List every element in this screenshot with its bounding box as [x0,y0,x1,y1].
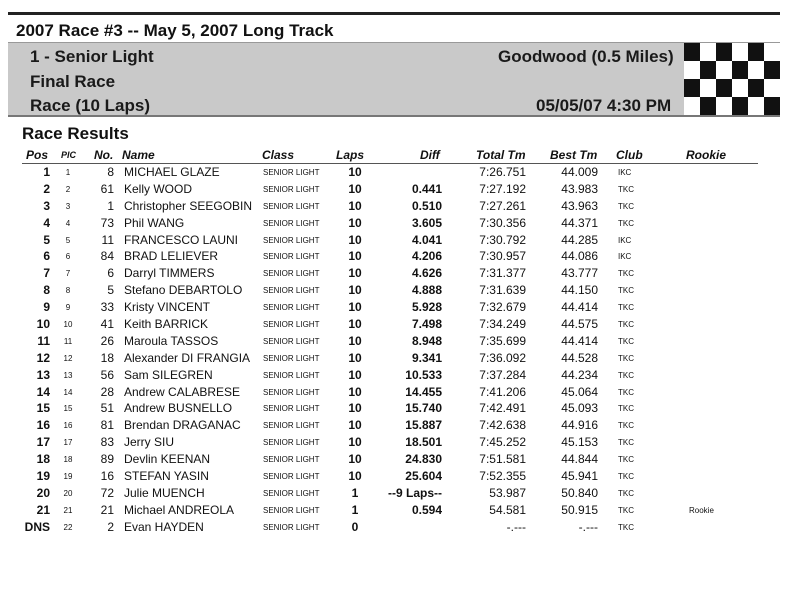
cell-position: 16 [36,418,50,433]
cell-diff: 0.594 [411,502,442,517]
cell-pic: 13 [63,370,73,380]
cell-car-number: 81 [100,418,114,433]
cell-diff: 0.510 [411,198,442,213]
cell-pic: 3 [65,201,71,211]
column-header-club: Club [616,148,643,162]
cell-best-time: 44.414 [561,333,598,348]
cell-laps: 10 [348,469,362,484]
cell-laps: 10 [348,367,362,382]
cell-class: SENIOR LIGHT [263,522,320,532]
results-table [0,163,800,535]
cell-club: TKC [618,522,634,532]
cell-driver-name: Sam SILEGREN [124,367,213,382]
cell-diff: 4.626 [411,266,442,281]
cell-driver-name: Michael ANDREOLA [124,502,235,517]
column-header-laps: Laps [336,148,365,162]
cell-pic: 22 [63,522,73,532]
table-row [0,349,800,366]
cell-car-number: 18 [100,350,114,365]
cell-class: SENIOR LIGHT [263,218,320,228]
cell-diff: 8.948 [411,333,442,348]
cell-car-number: 72 [100,485,114,500]
cell-class: SENIOR LIGHT [263,252,320,262]
cell-car-number: 51 [100,401,114,416]
cell-best-time: 44.150 [561,283,598,298]
cell-car-number: 84 [100,249,114,264]
cell-position: 8 [43,283,50,298]
cell-total-time: 7:45.252 [479,435,526,450]
cell-class: SENIOR LIGHT [263,505,320,515]
cell-laps: 1 [351,502,359,517]
cell-position: 6 [43,249,50,264]
cell-diff: 18.501 [405,435,442,450]
cell-car-number: 21 [100,502,114,517]
cell-car-number: 83 [100,435,114,450]
cell-driver-name: Julie MUENCH [124,485,205,500]
cell-pic: 11 [63,336,73,346]
cell-diff: 4.041 [411,232,442,247]
cell-class: SENIOR LIGHT [263,184,320,194]
cell-club: TKC [618,472,634,482]
cell-laps: 10 [348,266,362,281]
table-row [0,247,800,264]
cell-best-time: 50.915 [561,502,598,517]
cell-diff: 14.455 [405,384,442,399]
cell-club: TKC [618,184,634,194]
cell-diff: 15.887 [405,418,442,433]
cell-club: TKC [618,303,634,313]
cell-rookie: Rookie [689,505,714,515]
cell-car-number: 28 [100,384,114,399]
cell-total-time: 7:37.284 [479,367,526,382]
cell-car-number: 2 [107,519,114,534]
cell-pic: 10 [63,320,73,330]
cell-car-number: 41 [100,317,114,332]
cell-diff: 7.498 [411,317,442,332]
cell-club: TKC [618,387,634,397]
cell-laps: 10 [348,435,362,450]
cell-diff: 25.604 [405,469,442,484]
cell-diff: 5.928 [411,300,442,315]
cell-total-time: 7:34.249 [479,317,526,332]
cell-position: 14 [36,384,50,399]
cell-pic: 15 [63,404,73,414]
cell-pic: 21 [63,505,73,515]
cell-class: SENIOR LIGHT [263,404,320,414]
cell-car-number: 73 [100,215,114,230]
cell-pic: 4 [65,218,71,228]
cell-car-number: 6 [107,266,114,281]
cell-club: TKC [618,505,634,515]
cell-total-time: 7:32.679 [479,300,526,315]
cell-laps: 1 [351,485,359,500]
cell-best-time: 45.153 [561,435,598,450]
cell-driver-name: Andrew CALABRESE [124,384,241,399]
cell-laps: 10 [348,350,362,365]
cell-total-time: 7:26.751 [479,165,526,179]
cell-car-number: 33 [100,300,114,315]
cell-best-time: 44.528 [561,350,598,365]
cell-total-time: -.--- [506,519,526,534]
table-row [0,366,800,383]
cell-driver-name: Stefano DEBARTOLO [124,283,243,298]
cell-class: SENIOR LIGHT [263,455,320,465]
cell-car-number: 8 [107,165,114,179]
cell-class: SENIOR LIGHT [263,336,320,346]
cell-diff: 4.888 [411,283,442,298]
cell-driver-name: Andrew BUSNELLO [124,401,233,416]
table-row [0,467,800,484]
cell-car-number: 26 [100,333,114,348]
cell-class: SENIOR LIGHT [263,269,320,279]
cell-position: 7 [43,266,50,281]
cell-driver-name: Christopher SEEGOBIN [124,198,252,213]
cell-position: 11 [37,333,50,348]
cell-laps: 10 [348,333,362,348]
cell-car-number: 1 [107,198,114,213]
cell-driver-name: Jerry SIU [124,435,175,450]
cell-car-number: 11 [101,232,114,247]
cell-club: TKC [618,269,634,279]
cell-driver-name: Darryl TIMMERS [124,266,215,281]
cell-club: TKC [618,488,634,498]
title-bar [8,12,780,44]
cell-diff: --9 Laps-- [388,485,442,500]
column-header-best-time: Best Tm [550,148,598,162]
cell-driver-name: Maroula TASSOS [124,333,219,348]
cell-car-number: 61 [100,181,114,196]
cell-total-time: 7:41.206 [479,384,526,399]
cell-best-time: 50.840 [561,485,598,500]
document-title: 2007 Race #3 -- May 5, 2007 Long Track [16,21,334,40]
table-row [0,433,800,450]
cell-best-time: 45.941 [561,469,598,484]
cell-laps: 10 [348,232,362,247]
cell-total-time: 7:42.491 [479,401,526,416]
cell-diff: 4.206 [411,249,442,264]
race-header-band [8,42,780,117]
cell-total-time: 7:30.792 [479,232,526,247]
cell-laps: 10 [348,401,362,416]
cell-club: TKC [618,286,634,296]
column-header-diff: Diff [420,148,440,162]
cell-club: TKC [618,455,634,465]
cell-laps: 10 [348,384,362,399]
cell-club: TKC [618,336,634,346]
cell-position: 1 [43,165,50,179]
cell-laps: 10 [348,249,362,264]
cell-pic: 5 [65,235,71,245]
cell-class: SENIOR LIGHT [263,353,320,363]
cell-club: TKC [618,404,634,414]
cell-club: TKC [618,421,634,431]
cell-diff: 0.441 [411,181,442,196]
cell-diff: 9.341 [411,350,442,365]
cell-total-time: 7:35.699 [479,333,526,348]
cell-club: TKC [618,353,634,363]
race-type: Final Race [30,72,116,91]
column-header-class: Class [262,148,295,162]
column-header-total-time: Total Tm [476,148,526,162]
cell-laps: 10 [348,452,362,467]
cell-pic: 7 [65,269,71,279]
cell-best-time: 44.414 [561,300,598,315]
cell-laps: 10 [348,418,362,433]
cell-best-time: 44.371 [561,215,598,230]
cell-laps: 10 [348,215,362,230]
cell-class: SENIOR LIGHT [263,370,320,380]
cell-position: DNS [24,519,50,534]
cell-diff: 15.740 [405,401,442,416]
cell-pic: 8 [65,286,71,296]
cell-total-time: 54.581 [489,502,526,517]
column-header-pic: PIC [61,150,77,160]
cell-class: SENIOR LIGHT [263,235,320,245]
cell-position: 21 [36,502,50,517]
cell-class: SENIOR LIGHT [263,286,320,296]
table-row [0,231,800,248]
cell-best-time: 43.983 [561,181,598,196]
cell-laps: 10 [348,181,362,196]
table-row [0,264,800,281]
cell-total-time: 7:52.355 [479,469,526,484]
cell-driver-name: FRANCESCO LAUNI [124,232,239,247]
cell-pic: 14 [63,387,73,397]
table-row [0,180,800,197]
column-header-name: Name [122,148,155,162]
table-row [0,383,800,400]
cell-club: TKC [618,438,634,448]
cell-car-number: 89 [100,452,114,467]
cell-total-time: 7:30.957 [479,249,526,264]
cell-total-time: 7:27.261 [479,198,526,213]
cell-driver-name: Keith BARRICK [124,317,209,332]
cell-total-time: 7:42.638 [479,418,526,433]
cell-driver-name: Kelly WOOD [124,181,193,196]
cell-diff: 24.830 [405,452,442,467]
cell-club: TKC [618,218,634,228]
cell-total-time: 7:31.377 [479,266,526,281]
cell-car-number: 16 [100,469,114,484]
cell-pic: 2 [65,184,71,194]
cell-position: 10 [36,317,50,332]
cell-best-time: 44.575 [561,317,598,332]
class-line: 1 - Senior Light [30,47,154,66]
table-row [0,281,800,298]
cell-total-time: 7:30.356 [479,215,526,230]
cell-car-number: 5 [107,283,114,298]
cell-club: TKC [618,370,634,380]
cell-driver-name: Kristy VINCENT [124,300,211,315]
cell-laps: 10 [348,165,362,179]
table-row [0,518,800,535]
table-row [0,484,800,501]
cell-position: 2 [43,181,50,196]
table-row [0,416,800,433]
cell-club: IKC [618,235,632,245]
cell-position: 5 [43,232,50,247]
cell-club: IKC [618,168,632,177]
cell-position: 3 [43,198,50,213]
cell-best-time: 44.285 [561,232,598,247]
cell-total-time: 7:51.581 [479,452,526,467]
cell-best-time: 43.963 [561,198,598,213]
cell-position: 18 [36,452,50,467]
cell-laps: 10 [348,283,362,298]
table-row [0,298,800,315]
cell-club: IKC [618,252,632,262]
cell-best-time: 44.844 [561,452,598,467]
cell-total-time: 7:31.639 [479,283,526,298]
cell-position: 4 [43,215,50,230]
cell-laps: 10 [348,317,362,332]
cell-driver-name: BRAD LELIEVER [124,249,219,264]
table-row [0,450,800,467]
cell-class: SENIOR LIGHT [263,168,320,177]
column-header-rookie: Rookie [686,148,727,162]
cell-position: 13 [36,367,50,382]
cell-laps: 0 [351,519,359,534]
cell-best-time: 44.916 [561,418,598,433]
checkered-flag-icon [684,43,780,115]
cell-club: TKC [618,201,634,211]
table-row [0,197,800,214]
column-header-pos: Pos [26,148,49,162]
cell-diff: 10.533 [405,367,442,382]
cell-total-time: 7:27.192 [479,181,526,196]
cell-pic: 9 [65,303,71,313]
cell-driver-name: MICHAEL GLAZE [124,165,220,179]
cell-car-number: 56 [100,367,114,382]
race-length: Race (10 Laps) [30,96,150,115]
cell-class: SENIOR LIGHT [263,472,320,482]
cell-laps: 10 [348,300,362,315]
table-row [0,214,800,231]
cell-pic: 12 [63,353,73,363]
cell-pic: 6 [65,252,71,262]
cell-pic: 1 [65,168,71,177]
cell-driver-name: Brendan DRAGANAC [124,418,241,433]
cell-best-time: 45.093 [561,401,598,416]
cell-pic: 18 [63,455,73,465]
cell-driver-name: Phil WANG [124,215,185,230]
cell-club: TKC [618,320,634,330]
cell-position: 9 [43,300,50,315]
cell-best-time: -.--- [578,519,598,534]
cell-pic: 20 [63,488,73,498]
cell-class: SENIOR LIGHT [263,320,320,330]
cell-driver-name: STEFAN YASIN [124,469,209,484]
cell-best-time: 44.009 [561,165,598,179]
track-name: Goodwood (0.5 Miles) [498,47,674,66]
cell-best-time: 44.086 [561,249,598,264]
cell-class: SENIOR LIGHT [263,201,320,211]
table-row [0,315,800,332]
cell-diff: 3.605 [411,215,442,230]
cell-best-time: 44.234 [561,367,598,382]
cell-pic: 16 [63,421,73,431]
cell-position: 15 [36,401,50,416]
cell-position: 20 [36,485,50,500]
column-header-no: No. [94,148,114,162]
cell-best-time: 43.777 [561,266,598,281]
table-row [0,501,800,518]
cell-class: SENIOR LIGHT [263,438,320,448]
cell-position: 17 [36,435,50,450]
cell-total-time: 53.987 [489,485,526,500]
table-row [0,399,800,416]
section-title: Race Results [22,124,129,143]
cell-pic: 17 [63,438,73,448]
cell-driver-name: Evan HAYDEN [124,519,204,534]
cell-driver-name: Devlin KEENAN [124,452,211,467]
table-row [0,163,800,180]
table-row [0,332,800,349]
cell-position: 12 [36,350,50,365]
cell-best-time: 45.064 [561,384,598,399]
cell-position: 19 [36,469,50,484]
cell-pic: 19 [63,472,73,482]
cell-total-time: 7:36.092 [479,350,526,365]
cell-class: SENIOR LIGHT [263,421,320,431]
cell-class: SENIOR LIGHT [263,488,320,498]
race-datetime: 05/05/07 4:30 PM [536,96,672,115]
cell-driver-name: Alexander DI FRANGIA [124,350,251,365]
cell-laps: 10 [348,198,362,213]
cell-class: SENIOR LIGHT [263,387,320,397]
cell-class: SENIOR LIGHT [263,303,320,313]
